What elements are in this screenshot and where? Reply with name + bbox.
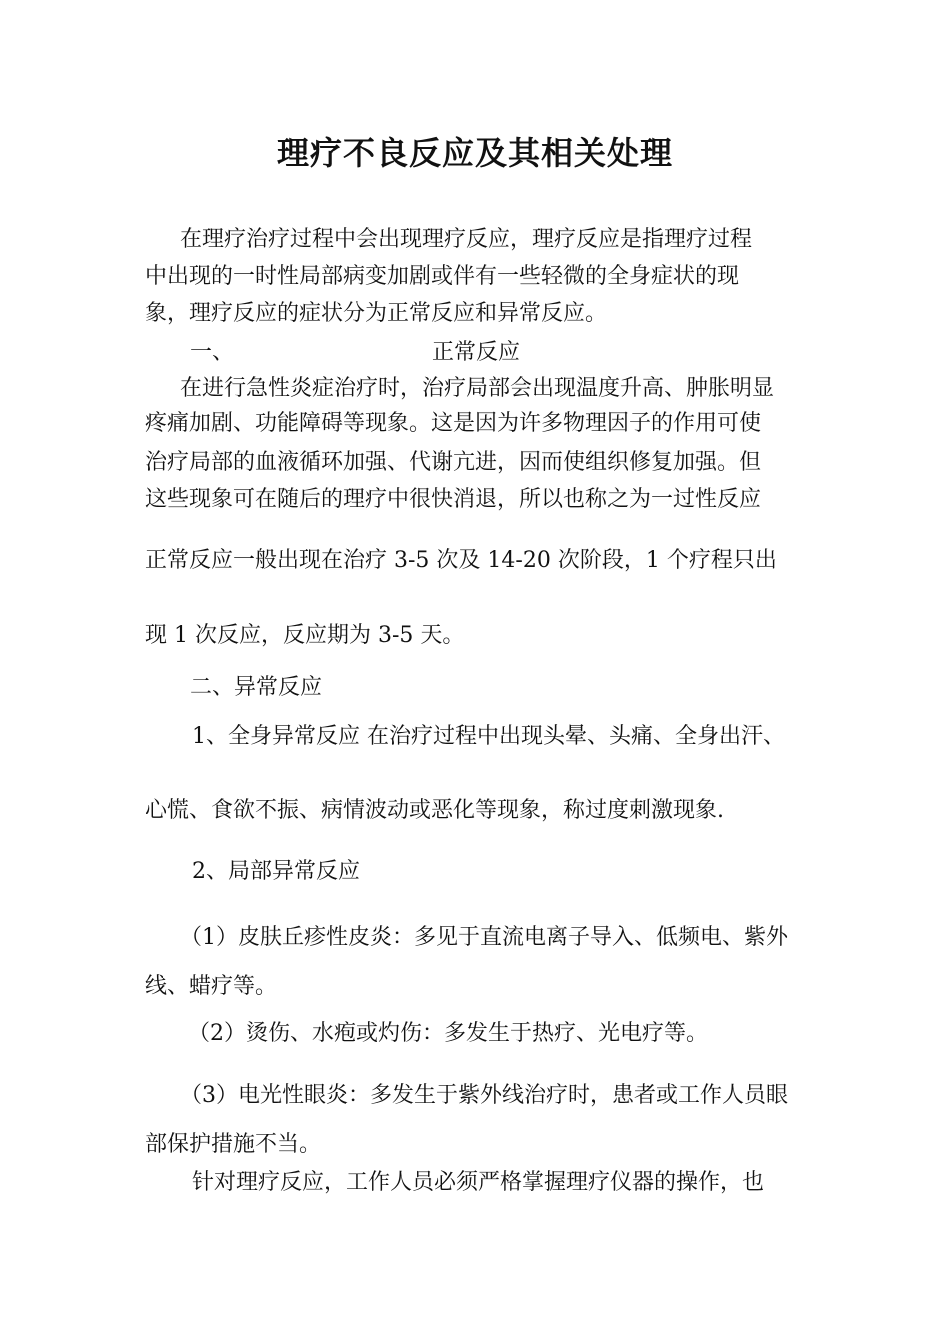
paragraph-line: 现 1 次反应，反应期为 3-5 天。 — [145, 623, 465, 648]
paragraph-line: 部保护措施不当。 — [145, 1132, 322, 1157]
document-title: 理疗不良反应及其相关处理 — [276, 134, 673, 172]
paragraph-line: 1、全身异常反应 在治疗过程中出现头晕、头痛、全身出汗、 — [192, 724, 785, 749]
paragraph-line: 心慌、食欲不振、病情波动或恶化等现象，称过度刺激现象. — [145, 798, 724, 823]
paragraph-line: 针对理疗反应，工作人员必须严格掌握理疗仪器的操作，也 — [192, 1170, 765, 1195]
subsection-heading: 2、局部异常反应 — [192, 859, 360, 884]
paragraph-line: 象，理疗反应的症状分为正常反应和异常反应。 — [145, 301, 608, 326]
section-heading: 二、异常反应 — [190, 675, 323, 700]
paragraph-line: 中出现的一时性局部病变加剧或伴有一些轻微的全身症状的现 — [145, 264, 740, 289]
paragraph-line: （1）皮肤丘疹性皮炎：多见于直流电离子导入、低频电、紫外 — [180, 925, 788, 950]
section-number: 一、 — [190, 340, 235, 365]
paragraph-line: 在进行急性炎症治疗时，治疗局部会出现温度升高、肿胀明显 — [180, 376, 775, 401]
paragraph-line: 线、蜡疗等。 — [145, 974, 278, 999]
paragraph-line: 在理疗治疗过程中会出现理疗反应，理疗反应是指理疗过程 — [180, 227, 753, 252]
paragraph-line: 这些现象可在随后的理疗中很快消退，所以也称之为一过性反应 — [145, 487, 762, 512]
paragraph-line: 正常反应一般出现在治疗 3-5 次及 14-20 次阶段，1 个疗程只出 — [145, 548, 777, 573]
paragraph-line: 疼痛加剧、功能障碍等现象。这是因为许多物理因子的作用可使 — [145, 411, 762, 436]
paragraph-line: 治疗局部的血液循环加强、代谢亢进，因而使组织修复加强。但 — [145, 450, 762, 475]
paragraph-line: （3）电光性眼炎：多发生于紫外线治疗时，患者或工作人员眼 — [180, 1083, 788, 1108]
section-heading: 正常反应 — [432, 340, 521, 365]
paragraph-line: （2）烫伤、水疱或灼伤：多发生于热疗、光电疗等。 — [188, 1021, 708, 1046]
